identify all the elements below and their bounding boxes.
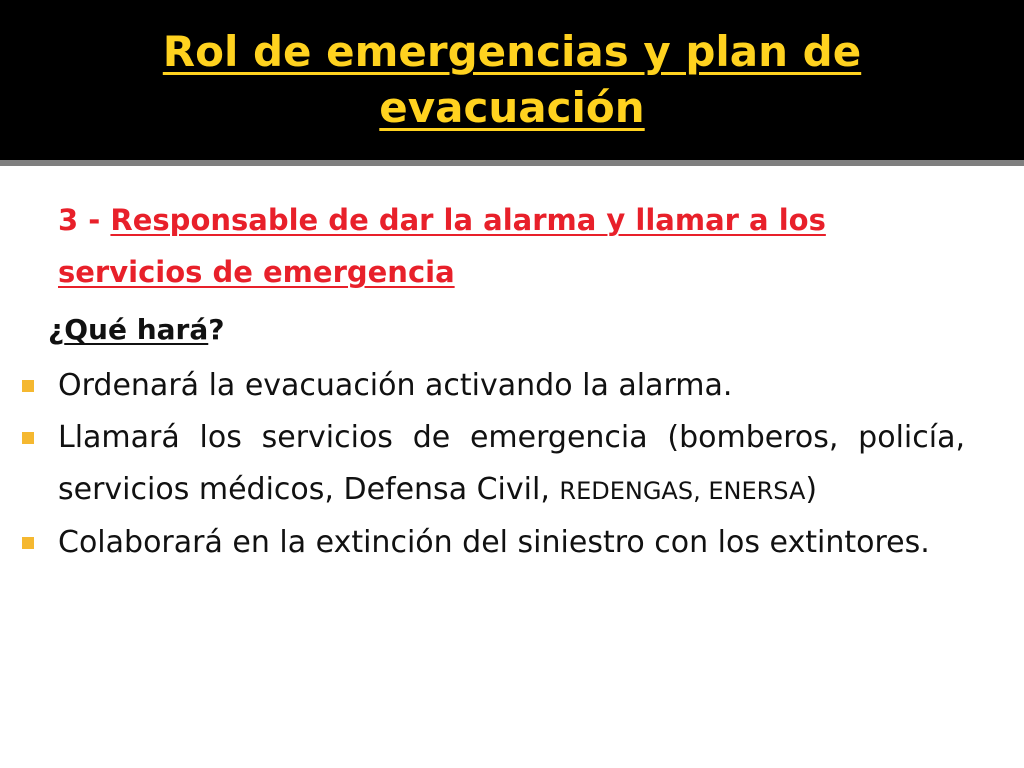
bullet-small-text: REDENGAS, ENERSA: [559, 477, 806, 505]
square-bullet-icon: [22, 537, 34, 549]
bullet-text: Ordenará la evacuación activando la alarma.: [58, 368, 733, 403]
question-heading: [48, 308, 225, 352]
square-bullet-icon: [22, 432, 34, 444]
question-open-mark: ¿: [48, 313, 65, 346]
section-heading-text: Responsable de dar la alarma y llamar a los servicios de emergencia: [58, 203, 826, 289]
square-bullet-icon: [22, 380, 34, 392]
bullet-item: [20, 360, 965, 412]
bullet-item: [20, 517, 965, 569]
bullet-list: [20, 360, 965, 569]
question-text: Qué hará: [64, 313, 209, 346]
bullet-item: [20, 412, 965, 517]
section-heading: [58, 194, 968, 298]
bullet-tail: ): [805, 472, 818, 507]
bullet-text: Llamará los servicios de emergencia (bomberos, policía, servicios médicos, Defensa Civil,: [58, 420, 965, 507]
title-divider: [0, 160, 1024, 166]
section-number: 3 -: [58, 203, 111, 237]
bullet-text: Colaborará en la extinción del siniestro con los extintores.: [58, 525, 930, 560]
question-close-mark: ?: [208, 313, 225, 346]
slide-title: Rol de emergencias y plan de evacuación: [162, 27, 862, 132]
